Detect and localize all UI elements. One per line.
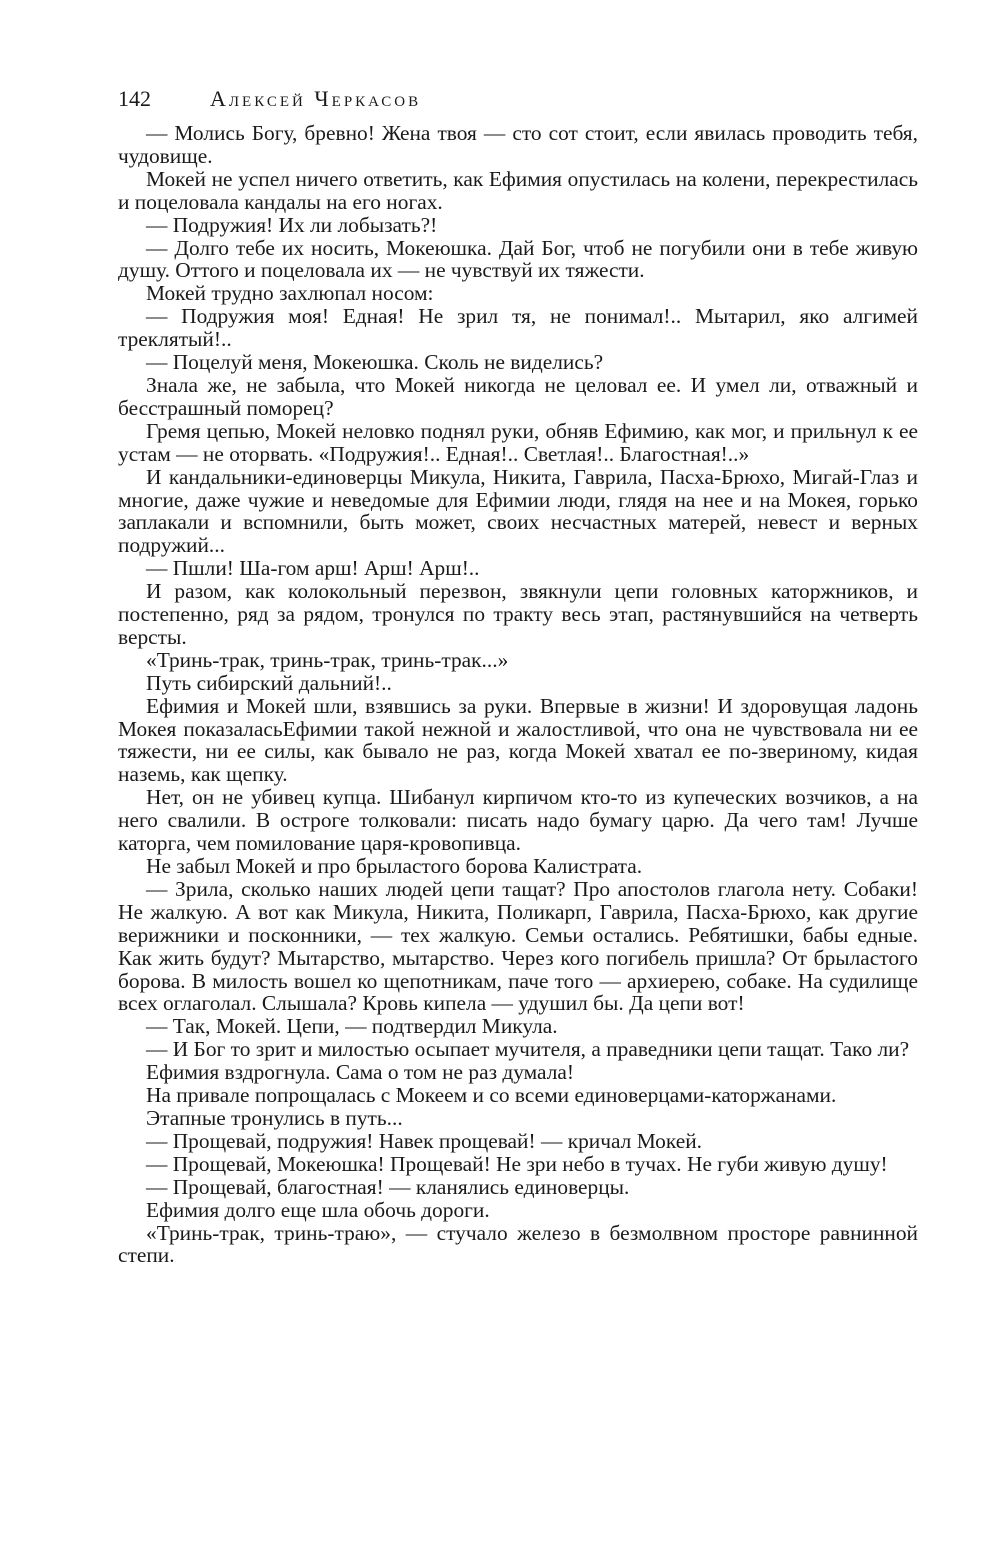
paragraph: Путь сибирский дальний!.. — [146, 670, 392, 695]
paragraph: Знала же, не забыла, что Мокей никогда не целовал ее. И умел ли, отважный и бесстрашный поморец? — [118, 372, 918, 420]
paragraph: — Долго тебе их носить, Мокеюшка. Дай Бог, чтоб не погубили они в тебе живую душу. Оттого и поцеловала их — не чувствуй их тяжести. — [118, 235, 918, 283]
paragraph: — Так, Мокей. Цепи, — подтвердил Микула. — [146, 1014, 558, 1039]
paragraph: Мокей трудно захлюпал носом: — [146, 281, 434, 306]
text-body — [118, 122, 918, 1267]
paragraph: Гремя цепью, Мокей неловко поднял руки, обняв Ефимию, как мог, и прильнул к ее устам — не оторвать. «Подружия!.. Едная!.. Светлая!.. Благостная!..» — [118, 418, 918, 466]
paragraph: — Прощевай, благостная! — кланялись единоверцы. — [146, 1174, 630, 1199]
paragraph: — И Бог то зрит и милостью осыпает мучителя, а праведники цепи тащат. Тако ли? — [146, 1037, 910, 1062]
paragraph: Этапные тронулись в путь... — [146, 1105, 403, 1130]
paragraph: — Подружия моя! Едная! Не зрил тя, не понимал!.. Мытарил, яко алгимей треклятый!.. — [118, 304, 918, 352]
paragraph: — Зрила, сколько наших людей цепи тащат? Про апостолов глагола нету. Собаки! Не жалкую. А вот как Микула, Никита, Поликарп, Гаврила, Пасха-Брюхо, как другие верижники и посконники, — тех жалкую. Семьи остались. Ребятишки, бабы едные. Как жить будут? Мытарство, мытарство. Через кого погибель пришла? От брыластого борова. В милость вошел ко щепотникам, паче того — архиерею, собаке. На судилище всех оглаголал. Слышала? Кровь кипела — удушил бы. Да цепи вот! — [118, 876, 918, 1016]
paragraph: — Поцелуй меня, Мокеюшка. Сколь не виделись? — [146, 350, 604, 375]
paragraph: Мокей не успел ничего ответить, как Ефимия опустилась на колени, перекрестилась и поцеловала кандалы на его ногах. — [118, 166, 918, 214]
running-header — [118, 84, 918, 114]
paragraph: — Прощевай, Мокеюшка! Прощевай! Не зри небо в тучах. Не губи живую душу! — [146, 1151, 888, 1176]
paragraph: «Тринь-трак, тринь-траю», — стучало железо в безмолвном просторе равнинной степи. — [118, 1220, 918, 1268]
page-number: 142 — [118, 86, 151, 111]
paragraph: «Тринь-трак, тринь-трак, тринь-трак...» — [146, 647, 509, 672]
paragraph: Ефимия вздрогнула. Сама о том не раз думала! — [146, 1060, 575, 1085]
paragraph: Не забыл Мокей и про брыластого борова Калистрата. — [146, 854, 643, 878]
paragraph: И кандальники-единоверцы Микула, Никита, Гаврила, Пасха-Брюхо, Мигай-Глаз и многие, даже чужие и неведомые для Ефимии люди, глядя на нее и на Мокея, горько заплакали и вспомнили, быть может, своих несчастных матерей, невест и верных подружий... — [118, 464, 918, 558]
paragraph: И разом, как колокольный перезвон, звякнули цепи головных каторжников, и постепенно, ряд за рядом, тронулся по тракту весь этап, растянувшийся на четверть версты. — [118, 579, 918, 649]
running-title: Алексей Черкасов — [210, 86, 422, 111]
paragraph: — Прощевай, подружия! Навек прощевай! — кричал Мокей. — [146, 1128, 703, 1153]
paragraph: Ефимия и Мокей шли, взявшись за руки. Впервые в жизни! И здоровущая ладонь Мокея показаласьЕфимии такой нежной и жалостливой, что она не чувствовала ни ее тяжести, ни ее силы, как бывало не раз, когда Мокей хватал ее по-звериному, кидая наземь, как щепку. — [118, 693, 918, 787]
paragraph: — Пшли! Ша-гом арш! Арш! Арш!.. — [146, 556, 480, 581]
paragraph: Ефимия долго еще шла обочь дороги. — [146, 1197, 490, 1222]
paragraph: — Молись Богу, бревно! Жена твоя — сто сот стоит, если явилась проводить тебя, чудовище. — [118, 121, 918, 168]
paragraph: — Подружия! Их ли лобызать?! — [146, 212, 438, 237]
paragraph: Нет, он не убивец купца. Шибанул кирпичом кто-то из купеческих возчиков, а на него свалили. В остроге толковали: писать надо бумагу царю. Да чего там! Лучше каторга, чем помилование царя-кровопивца. — [118, 785, 918, 856]
paragraph: На привале попрощалась с Мокеем и со всеми единоверцами-каторжанами. — [146, 1083, 837, 1108]
